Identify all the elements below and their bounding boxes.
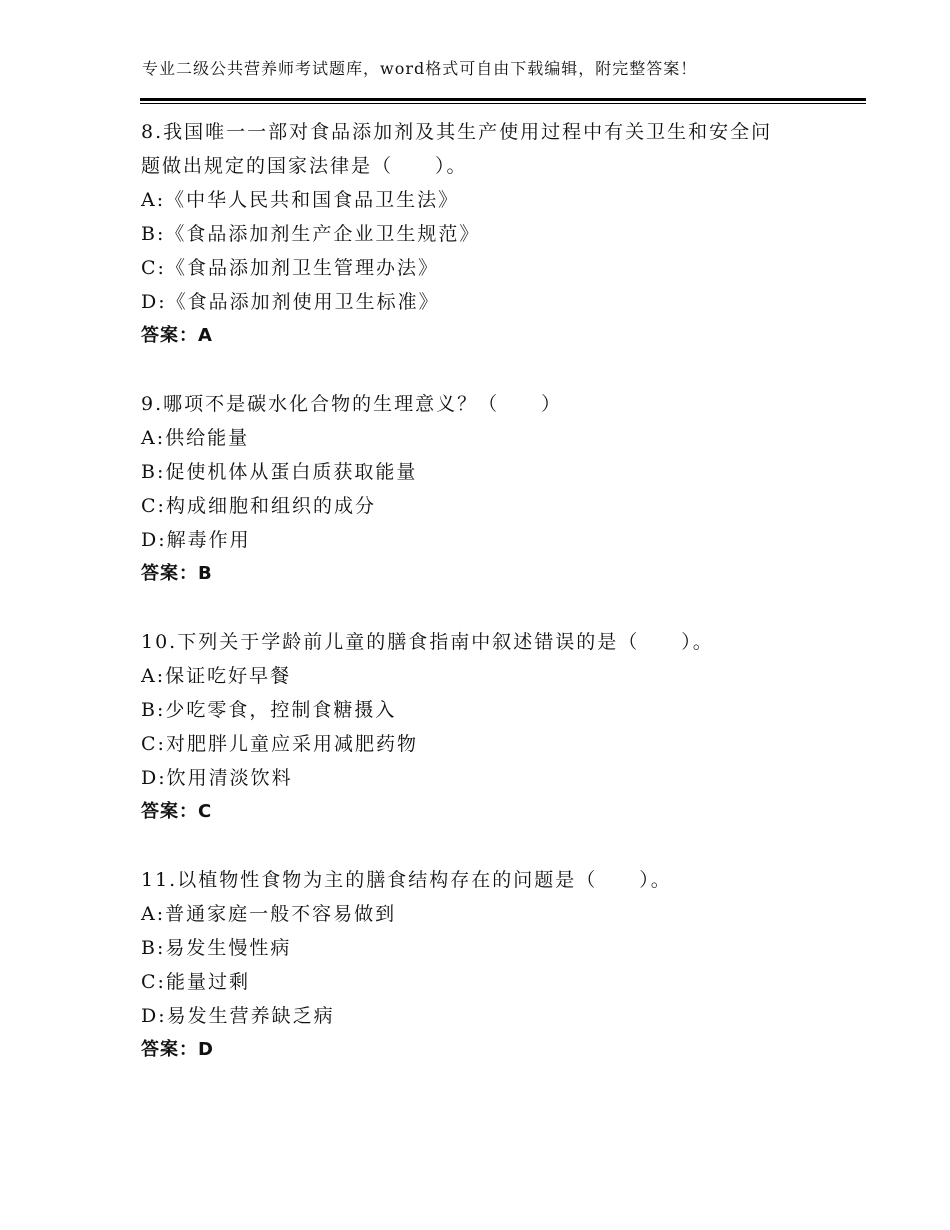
option-a: A:保证吃好早餐 xyxy=(141,665,292,687)
question-stem-line: 10.下列关于学龄前儿童的膳食指南中叙述错误的是（ ）。 xyxy=(141,631,714,653)
option-a: A:《中华人民共和国食品卫生法》 xyxy=(141,189,460,211)
question-stem-line: 9.哪项不是碳水化合物的生理意义？（ ） xyxy=(141,393,563,415)
option-c: C:能量过剩 xyxy=(141,971,250,993)
answer-label: 答案：D xyxy=(141,1039,214,1060)
answer-label: 答案：A xyxy=(141,325,213,346)
question-stem-line: 8.我国唯一一部对食品添加剂及其生产使用过程中有关卫生和安全问 xyxy=(141,121,773,143)
option-d: D:易发生营养缺乏病 xyxy=(141,1005,335,1027)
option-d: D:饮用清淡饮料 xyxy=(141,767,293,789)
question-list xyxy=(141,115,861,1101)
question-11 xyxy=(141,863,861,1067)
answer-label: 答案：C xyxy=(141,801,213,822)
option-b: B:促使机体从蛋白质获取能量 xyxy=(141,461,418,483)
option-d: D:解毒作用 xyxy=(141,529,251,551)
question-stem-line: 11.以植物性食物为主的膳食结构存在的问题是（ ）。 xyxy=(141,869,672,891)
header-rule-thin xyxy=(140,103,866,104)
option-c: C:《食品添加剂卫生管理办法》 xyxy=(141,257,439,279)
question-10 xyxy=(141,625,861,829)
page-header: 专业二级公共营养师考试题库，word格式可自由下载编辑，附完整答案！ xyxy=(142,59,698,78)
option-c: C:对肥胖儿童应采用减肥药物 xyxy=(141,733,418,755)
question-stem-line: 题做出规定的国家法律是（ ）。 xyxy=(141,155,468,177)
option-a: A:供给能量 xyxy=(141,427,250,449)
option-b: B:少吃零食，控制食糖摄入 xyxy=(141,699,397,721)
option-a: A:普通家庭一般不容易做到 xyxy=(141,903,397,925)
option-d: D:《食品添加剂使用卫生标准》 xyxy=(141,291,440,313)
header-rule-thick xyxy=(140,98,866,101)
answer-label: 答案：B xyxy=(141,563,213,584)
option-b: B:易发生慢性病 xyxy=(141,937,292,959)
question-8 xyxy=(141,115,861,353)
option-b: B:《食品添加剂生产企业卫生规范》 xyxy=(141,223,481,245)
option-c: C:构成细胞和组织的成分 xyxy=(141,495,376,517)
question-9 xyxy=(141,387,861,591)
